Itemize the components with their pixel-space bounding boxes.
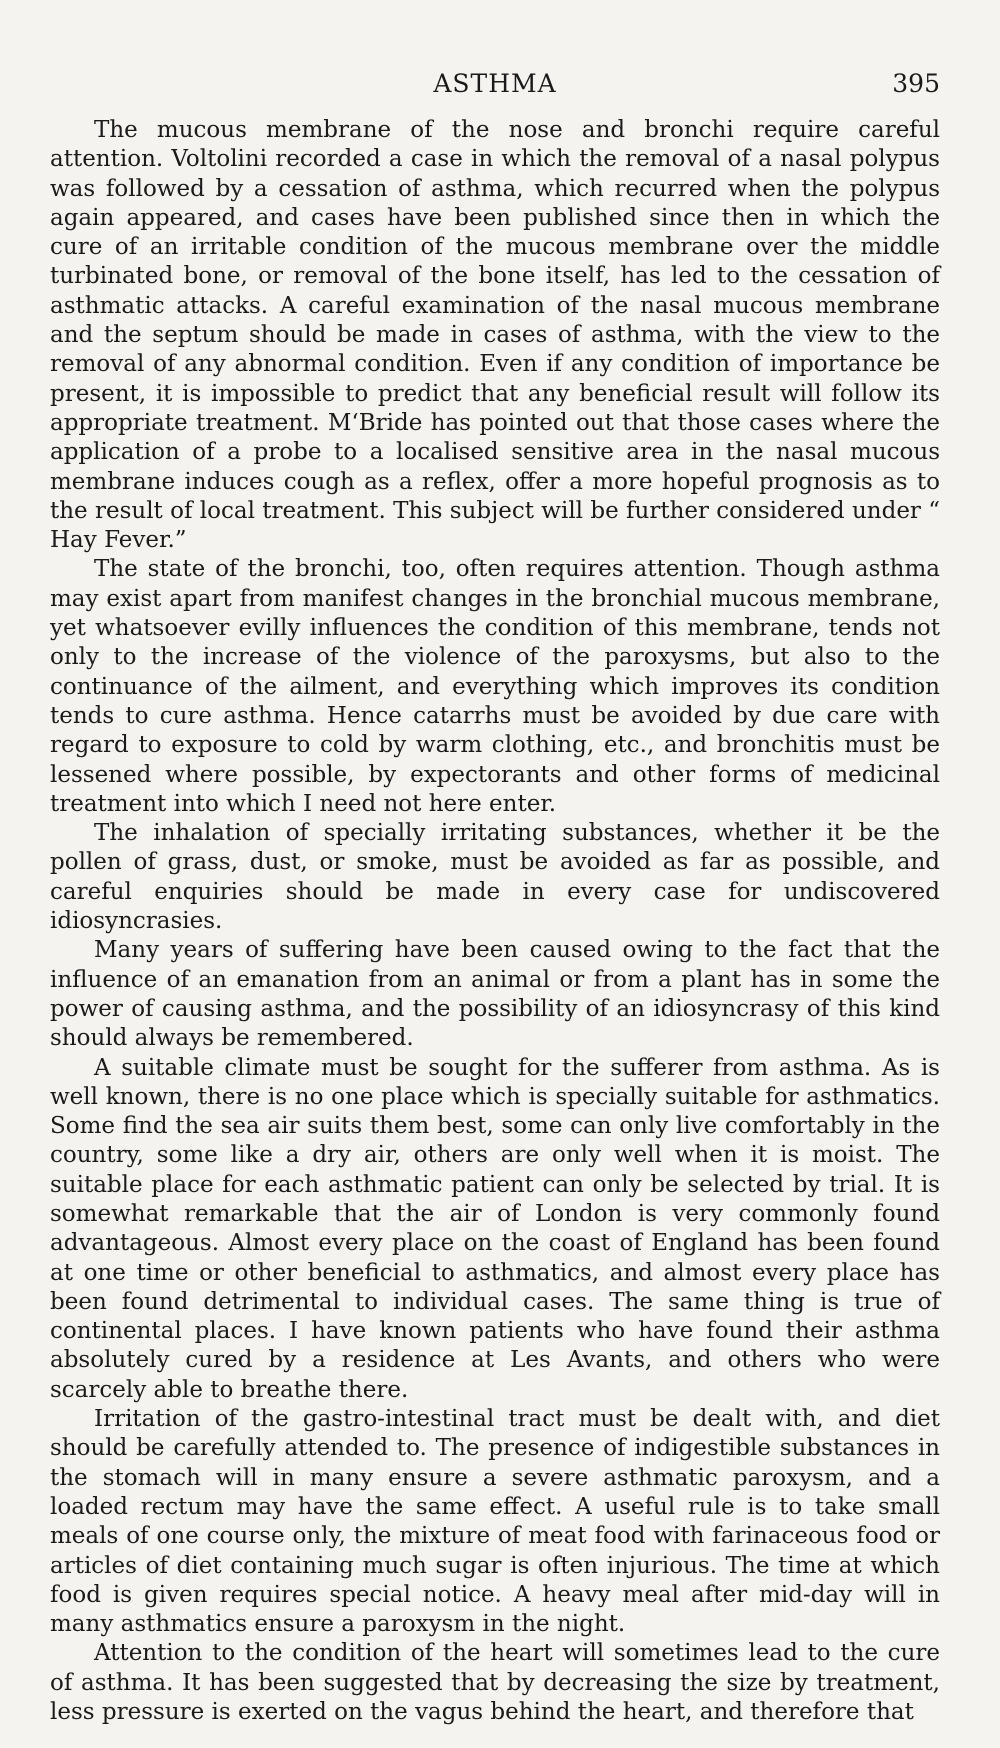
paragraph-nasal-mucous-membrane: The mucous membrane of the nose and bronchi require careful attention. Voltolini recorded a case in which the removal of a nasal polypus was followed by a cessation of asthma, which recurred when the polypus again appeared, and cases have been published since then in which the cure of an irritable condition of the mucous membrane over the middle turbinated bone, or removal of the bone itself, has led to the cessation of asthmatic attacks. A careful examination of the nasal mucous membrane and the septum should be made in cases of asthma, with the view to the removal of any abnormal condition. Even if any condition of importance be present, it is impossible to predict that any beneficial result will follow its appropriate treatment. M‘Bride has pointed out that those cases where the application of a probe to a localised sensitive area in the nasal mucous membrane induces cough as a reflex, offer a more hopeful prognosis as to the result of local treatment. This subject will be further considered under “ Hay Fever.” [50, 117, 940, 554]
page-number: 395 [892, 69, 940, 98]
paragraph-heart: Attention to the condition of the heart will sometimes lead to the cure of asthma. It has been suggested that by decreasing the size by treatment, less pressure is exerted on the vagus behind the heart, and therefore that [50, 1640, 940, 1726]
paragraph-climate: A suitable climate must be sought for the sufferer from asthma. As is well known, there is no one place which is specially suitable for asthmatics. Some find the sea air suits them best, some can only live comfortably in the country, some like a dry air, others are only well when it is moist. The suitable place for each asthmatic patient can only be selected by trial. It is somewhat remarkable that the air of London is very commonly found advantageous. Almost every place on the coast of England has been found at one time or other beneficial to asthmatics, and almost every place has been found detrimental to individual cases. The same thing is true of continental places. I have known patients who have found their asthma absolutely cured by a residence at Les Avants, and others who were scarcely able to breathe there. [50, 1054, 940, 1403]
running-header [50, 64, 940, 104]
book-page [50, 0, 940, 1748]
paragraph-bronchi: The state of the bronchi, too, often requires attention. Though asthma may exist apart from manifest changes in the bronchial mucous membrane, yet whatsoever evilly influences the condition of this membrane, tends not only to the increase of the violence of the paroxysms, but also to the continuance of the ailment, and everything which improves its condition tends to cure asthma. Hence catarrhs must be avoided by due care with regard to exposure to cold by warm clothing, etc., and bronchitis must be lessened where possible, by expectorants and other forms of medicinal treatment into which I need not here enter. [50, 556, 940, 817]
body-text [50, 116, 940, 1727]
paragraph-diet: Irritation of the gastro-intestinal tract must be dealt with, and diet should be carefully attended to. The presence of indigestible substances in the stomach will in many ensure a severe asthmatic paroxysm, and a loaded rectum may have the same effect. A useful rule is to take small meals of one course only, the mixture of meat food with farinaceous food or articles of diet containing much sugar is often injurious. The time at which food is given requires special notice. A heavy meal after mid-day will in many asthmatics ensure a paroxysm in the night. [50, 1406, 940, 1638]
running-title: ASTHMA [433, 69, 557, 98]
paragraph-idiosyncrasy: Many years of suffering have been caused owing to the fact that the influence of an emanation from an animal or from a plant has in some the power of causing asthma, and the possibility of an idiosyncrasy of this kind should always be remembered. [50, 937, 940, 1052]
paragraph-irritating-substances: The inhalation of specially irritating substances, whether it be the pollen of grass, dust, or smoke, must be avoided as far as possible, and careful enquiries should be made in every case for undiscovered idiosyncrasies. [50, 820, 940, 935]
